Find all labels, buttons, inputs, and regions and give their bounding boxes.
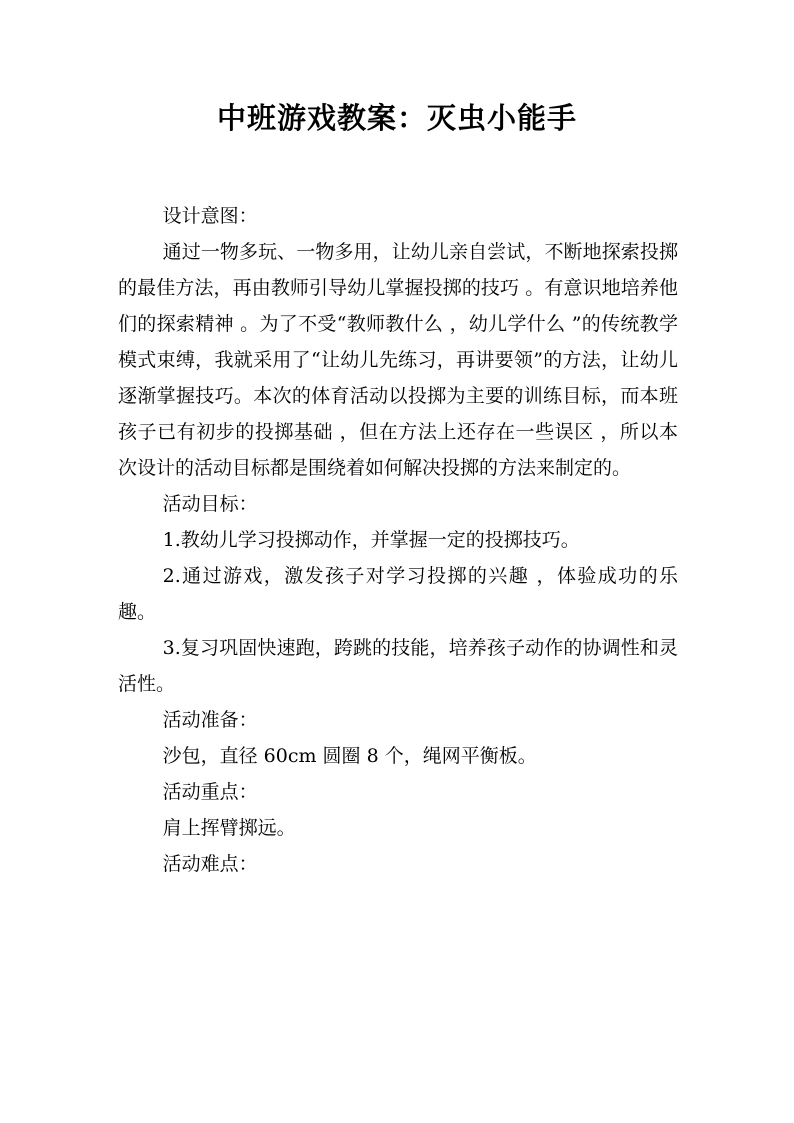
document-title: 中班游戏教案：灭虫小能手	[216, 101, 577, 135]
paragraph-activity-key-point: 肩上挥臂掷远。	[162, 817, 296, 839]
paragraph-activity-preparation: 沙包，直径 60cm 圆圈 8 个，绳网平衡板。	[162, 745, 537, 767]
goal-item-2: 2.通过游戏，激发孩子对学习投掷的兴趣 ，体验成功的乐趣。	[118, 565, 678, 623]
goal-item-1: 1.教幼儿学习投掷动作，并掌握一定的投掷技巧。	[162, 529, 580, 551]
document-body	[118, 198, 678, 882]
section-heading-activity-preparation: 活动准备：	[162, 709, 258, 731]
section-heading-activity-goals: 活动目标：	[162, 493, 258, 515]
goal-item-3: 3.复习巩固快速跑，跨跳的技能，培养孩子动作的协调性和灵活性。	[118, 637, 678, 695]
section-heading-activity-key-point: 活动重点：	[162, 781, 258, 803]
section-heading-activity-difficulty: 活动难点：	[162, 853, 258, 875]
section-heading-design-intent: 设计意图：	[162, 205, 258, 227]
paragraph-design-intent: 通过一物多玩、一物多用，让幼儿亲自尝试，不断地探索投掷的最佳方法，再由教师引导幼儿掌握投掷的技巧 。有意识地培养他们的探索精神 。为了不受“教师教什么 ，幼儿学什么 ”的传统教学模式束缚，我就采用了“让幼儿先练习，再讲要领”的方法，让幼儿逐渐掌握技巧。本次的体育活动以投掷为主要的训练目标，而本班孩子已有初步的投掷基础 ，但在方法上还存在一些误区 ，所以本次设计的活动目标都是围绕着如何解决投掷的方法来制定的。	[118, 241, 678, 479]
